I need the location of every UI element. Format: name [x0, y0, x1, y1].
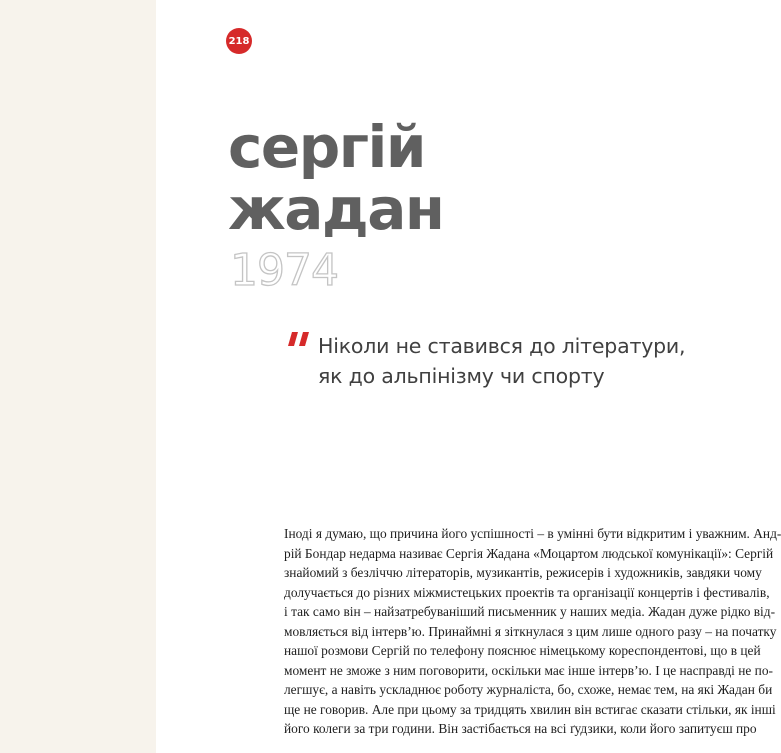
left-margin-band — [0, 0, 156, 753]
body-line: Іноді я думаю, що причина його успішності – в умінні бути відкритим і уважним. Анд- — [284, 526, 781, 541]
page-number-badge: 218 — [226, 28, 252, 54]
body-line: і так само він – найзатребуваніший письменник у наших медіа. Жадан дуже рідко від- — [284, 604, 776, 619]
body-line: знайомий з безліччю літераторів, музикантів, режисерів і художників, завдяки чому — [284, 565, 762, 580]
body-line: легшує, а навіть ускладнює роботу журналіста, бо, схоже, немає тем, на які Жадан би — [284, 682, 773, 697]
author-birth-year: 1974 — [230, 245, 338, 296]
quote-mark-icon — [284, 314, 320, 354]
pull-quote-line-2: як до альпінізму чи спорту — [318, 364, 605, 388]
body-line: нашої розмови Сергій по телефону пояснює німецькому кореспондентові, що в цей — [284, 643, 761, 658]
body-line: момент не зможе з ним поговорити, оскільки має інше інтерв’ю. І це насправді не по- — [284, 662, 774, 678]
body-line: мовляється від інтерв’ю. Принаймні я зіткнулася з цим лише одного разу – на початку — [284, 623, 777, 639]
pull-quote-line-1: Ніколи не ставився до літератури, — [318, 334, 686, 358]
pull-quote — [318, 331, 685, 391]
author-first-name: сергій — [228, 113, 426, 181]
body-line: рій Бондар недарма називає Сергія Жадана «Моцартом людської комунікації»: Сергій — [284, 545, 774, 561]
article-body — [284, 524, 781, 739]
body-line: ще не говорив. Але при цьому за тридцять хвилин він встигає сказати стільки, як інші — [284, 701, 776, 717]
body-line: його колеги за три години. Він застібається на всі ґудзики, коли його запитуєш про — [284, 721, 757, 736]
author-last-name: жадан — [228, 175, 444, 243]
body-line: долучається до різних міжмистецьких проектів та організації концертів і фестивалів, — [284, 584, 770, 600]
